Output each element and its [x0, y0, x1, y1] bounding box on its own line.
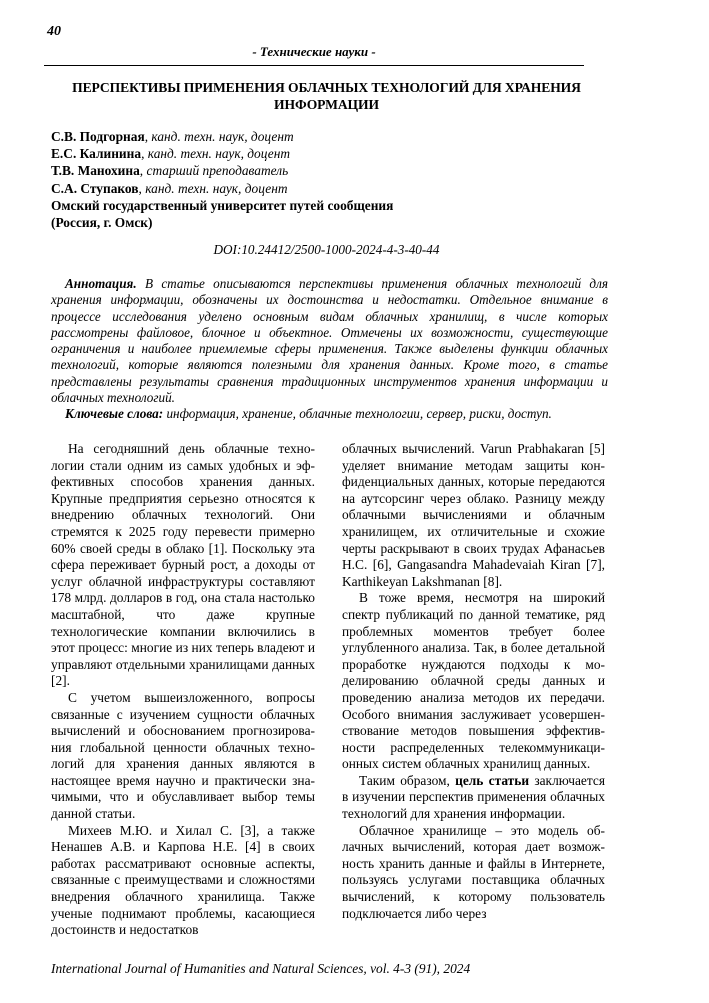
author-4 [51, 180, 611, 197]
title-line-1: ПЕРСПЕКТИВЫ ПРИМЕНЕНИЯ ОБЛАЧНЫХ ТЕХНОЛОГИЙ ДЛЯ ХРАНЕНИЯ [72, 80, 581, 95]
author-3 [51, 162, 611, 179]
author-name: Т.В. Манохина [51, 163, 140, 179]
paragraph [342, 773, 605, 823]
author-name: С.В. Подгорная [51, 129, 145, 144]
paragraph: Михеев М.Ю. и Хилал С. [3], а также Ненашев А.В. и Карпова Н.Е. [4] в своих работах рассматривают основные аспекты, связанные с преимуществами и сложностями внедрения облачного хранилища. Также ученые поднимают проблемы, касающиеся достоинств и недостатков [51, 822, 315, 938]
article-title [44, 79, 609, 113]
author-1 [51, 128, 611, 145]
journal-footer: International Journal of Humanities and Natural Sciences, vol. 4-3 (91), 2024 [51, 961, 471, 976]
paragraph: Облачное хранилище – это модель облачных вычислений, которая дает возможность хранить данные и файлы в Интернете, пользуясь услугами поставщика облачных вычислений, к которому пользователь подключается либо через [342, 822, 605, 921]
author-role: канд. техн. наук, доцент [147, 146, 291, 162]
location: (Россия, г. Омск) [51, 215, 153, 231]
abstract-text: В статье описываются перспективы применения облачных технологий для хранения информации, обозначены их достоинства и недостатки. Отдельное внимание в процессе исследования уделено основным видам облачных хранилищ, в числе которых рассмотрены файловое, блочное и объектное. Отмечены их возможности, существующие ограничения и наиболее приемлемые сферы применения. Также выделены функции облачных технологий, которые являются полезными для хранения данных. Кроме того, в статье представлены результаты сравнения традиционных инструментов хранения информации и облачных технологий. [51, 276, 608, 406]
author-role: канд. техн. наук, доцент [151, 129, 294, 144]
separator: , [139, 163, 147, 179]
separator: , [144, 129, 152, 144]
body-column-right [342, 441, 605, 922]
page-number: 40 [47, 24, 61, 39]
doi[interactable]: DOI:10.24412/2500-1000-2024-4-3-40-44 [213, 242, 440, 257]
text: Таким образом, [359, 772, 456, 788]
author-role: старший преподаватель [146, 163, 289, 179]
author-role: канд. техн. наук, доцент [145, 180, 288, 196]
section-header: - Технические науки - [252, 44, 376, 59]
body-column-left [51, 441, 315, 939]
keywords [51, 406, 608, 422]
title-line-2: ИНФОРМАЦИИ [274, 97, 379, 112]
affiliation: Омский государственный университет путей сообщения [51, 197, 394, 213]
article-goal-emphasis: цель статьи [455, 772, 530, 788]
keywords-label: Ключевые слова: [65, 406, 164, 422]
abstract-label: Аннотация. [65, 276, 137, 291]
text: заключается в изучении перспектив применения облачных технологий для хранения информации. [342, 772, 605, 822]
paragraph: С учетом вышеизложенного, вопросы связанные с изучением сущности облачных вычислений и обоснованием прогнозирования глобальной ценности облачных технологий для хранения данных являются в настоящее время научно и практически значимыми, что и обуславливает выбор темы данной статьи. [51, 689, 315, 822]
paragraph: В тоже время, несмотря на широкий спектр публикаций по данной тематике, ряд проблемных моментов требует более углубленного анализа. Так, в более детальной проработке нуждаются подходы к моделированию облачной среды данных и проведению анализа методов их передачи. Особого внимания заслуживает усовершенствование методов повышения эффективности распределенных телекоммуникационных систем облачных хранилищ данных. [342, 590, 605, 772]
authors-block [51, 128, 611, 231]
author-2 [51, 145, 611, 162]
keywords-text: информация, хранение, облачные технологии, сервер, риски, доступ. [163, 406, 552, 422]
author-name: С.А. Ступаков [51, 180, 139, 196]
paragraph: На сегодняшний день облачные технологии стали одним из самых удобных и эффективных способов хранения данных. Крупные предприятия серьезно относятся к внедрению облачных технологий. Они стремятся к 2025 году перевести примерно 60% своей среды в облако [1]. Поскольку эта сфера переживает бурный рост, а доходы от услуг облачной инфраструктуры составляют 178 млрд. долларов в год, она стала настолько масштабной, что даже крупные технологические компании включились в этот процесс: многие из них теперь владеют и управляют отдельными хранилищами данных [2]. [51, 441, 315, 689]
header-divider [44, 65, 584, 66]
author-name: Е.С. Калинина [51, 146, 142, 162]
separator: , [141, 146, 148, 162]
paragraph: облачных вычислений. Varun Prabhakaran [5] уделяет внимание методам защиты конфиденциальных данных, которые передаются на аутсорсинг через облако. Разницу между облачными вычислениями и облачным хранилищем, их отличительные и схожие черты раскрывают в своих трудах Афанасьев Н.С. [6], Gangasandra Mahadevaiah Kiran [7], Karthikeyan Lakshmanan [8]. [342, 441, 605, 589]
separator: , [138, 180, 146, 196]
abstract-block [51, 276, 608, 423]
abstract [51, 276, 608, 406]
